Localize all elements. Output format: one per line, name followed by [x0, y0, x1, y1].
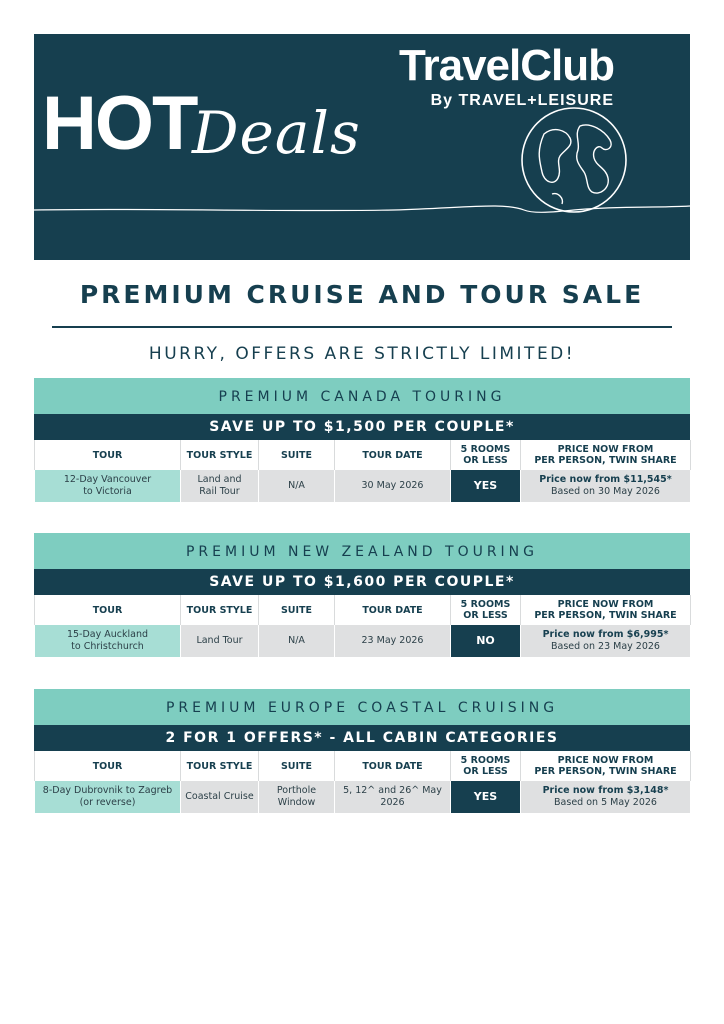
- style-l1: Land Tour: [196, 635, 243, 646]
- tour-table: [34, 440, 691, 502]
- price-cell: [521, 470, 691, 502]
- price-text: Price now from $6,995*: [542, 629, 669, 640]
- col-tour: TOUR: [35, 595, 181, 625]
- table-header-row: [35, 440, 691, 470]
- style-l2: Rail Tour: [199, 486, 240, 497]
- col-rooms-l2: OR LESS: [463, 766, 508, 777]
- col-rooms-l1: 5 ROOMS: [460, 599, 511, 610]
- col-tour-date: TOUR DATE: [335, 440, 451, 470]
- tour-table: [34, 751, 691, 813]
- col-rooms: [451, 440, 521, 470]
- section-europe: [34, 689, 690, 813]
- date-l1: 23 May 2026: [361, 635, 424, 646]
- section-canada: [34, 378, 690, 502]
- date-cell: [335, 470, 451, 502]
- price-based-on: Based on 5 May 2026: [554, 797, 657, 808]
- price-cell: [521, 781, 691, 813]
- suite-l1: Porthole: [276, 785, 317, 796]
- style-cell: [181, 781, 259, 813]
- col-price-l1: PRICE NOW FROM: [557, 755, 654, 766]
- style-l1: Land and: [197, 474, 242, 485]
- hot-text: HOT: [42, 81, 197, 166]
- tour-table: [34, 595, 691, 657]
- deals-script-text: Deals: [192, 99, 361, 167]
- tour-cell: [35, 781, 181, 813]
- col-tour: TOUR: [35, 440, 181, 470]
- col-price-l2: PER PERSON, TWIN SHARE: [534, 610, 677, 621]
- decorative-swirl: [34, 184, 690, 224]
- title-divider: [52, 326, 672, 328]
- tour-name-l1: 12-Day Vancouver: [63, 474, 152, 485]
- price-text: Price now from $11,545*: [539, 474, 672, 485]
- page-title: PREMIUM CRUISE AND TOUR SALE: [79, 280, 645, 309]
- date-l2: 2026: [380, 797, 405, 808]
- table-header-row: [35, 751, 691, 781]
- suite-cell: [259, 781, 335, 813]
- suite-l1: N/A: [288, 480, 305, 491]
- section-new-zealand: [34, 533, 690, 657]
- rooms-cell: YES: [451, 470, 521, 502]
- price-based-on: Based on 23 May 2026: [551, 641, 660, 652]
- table-header-row: [35, 595, 691, 625]
- page-subtitle: HURRY, OFFERS ARE STRICTLY LIMITED!: [148, 344, 576, 364]
- date-l1: 30 May 2026: [361, 480, 424, 491]
- col-tour-style: TOUR STYLE: [181, 440, 259, 470]
- col-rooms: [451, 751, 521, 781]
- date-l1: 5, 12^ and 26^ May: [343, 785, 442, 796]
- col-price-l1: PRICE NOW FROM: [557, 599, 654, 610]
- rooms-cell: NO: [451, 625, 521, 657]
- price-text: Price now from $3,148*: [542, 785, 669, 796]
- style-l1: Coastal Cruise: [185, 791, 254, 802]
- col-suite: SUITE: [259, 440, 335, 470]
- col-suite: SUITE: [259, 595, 335, 625]
- col-tour-style: TOUR STYLE: [181, 751, 259, 781]
- table-row: [35, 625, 691, 657]
- col-price-l2: PER PERSON, TWIN SHARE: [534, 455, 677, 466]
- section-offer: 2 FOR 1 OFFERS* - ALL CABIN CATEGORIES: [34, 725, 690, 751]
- hero-banner: [34, 34, 690, 260]
- col-price-l1: PRICE NOW FROM: [557, 444, 654, 455]
- col-price-l2: PER PERSON, TWIN SHARE: [534, 766, 677, 777]
- brand-logo: TravelClub: [399, 41, 614, 90]
- col-rooms-l1: 5 ROOMS: [460, 444, 511, 455]
- tour-name-l2: to Victoria: [83, 486, 132, 497]
- style-cell: [181, 470, 259, 502]
- section-heading: PREMIUM NEW ZEALAND TOURING: [34, 533, 690, 569]
- col-rooms-l2: OR LESS: [463, 610, 508, 621]
- tour-cell: [35, 625, 181, 657]
- col-rooms-l1: 5 ROOMS: [460, 755, 511, 766]
- section-offer: SAVE UP TO $1,600 PER COUPLE*: [34, 569, 690, 595]
- style-cell: [181, 625, 259, 657]
- table-row: [35, 781, 691, 813]
- col-tour-style: TOUR STYLE: [181, 595, 259, 625]
- col-rooms-l2: OR LESS: [463, 455, 508, 466]
- section-heading: PREMIUM EUROPE COASTAL CRUISING: [34, 689, 690, 725]
- date-cell: [335, 625, 451, 657]
- suite-cell: [259, 625, 335, 657]
- col-tour-date: TOUR DATE: [335, 595, 451, 625]
- section-heading: PREMIUM CANADA TOURING: [34, 378, 690, 414]
- col-tour: TOUR: [35, 751, 181, 781]
- date-cell: [335, 781, 451, 813]
- col-price: [521, 440, 691, 470]
- tour-cell: [35, 470, 181, 502]
- tour-name-l1: 15-Day Auckland: [66, 629, 149, 640]
- col-tour-date: TOUR DATE: [335, 751, 451, 781]
- rooms-cell: YES: [451, 781, 521, 813]
- price-based-on: Based on 30 May 2026: [551, 486, 660, 497]
- suite-l1: N/A: [288, 635, 305, 646]
- table-row: [35, 470, 691, 502]
- col-suite: SUITE: [259, 751, 335, 781]
- suite-cell: [259, 470, 335, 502]
- suite-l2: Window: [277, 797, 316, 808]
- col-rooms: [451, 595, 521, 625]
- brand-subtitle: By TRAVEL+LEISURE: [430, 92, 614, 109]
- tour-name-l1: 8-Day Dubrovnik to Zagreb: [42, 785, 173, 796]
- section-offer: SAVE UP TO $1,500 PER COUPLE*: [34, 414, 690, 440]
- tour-name-l2: (or reverse): [79, 797, 136, 808]
- price-cell: [521, 625, 691, 657]
- tour-name-l2: to Christchurch: [71, 641, 144, 652]
- col-price: [521, 751, 691, 781]
- col-price: [521, 595, 691, 625]
